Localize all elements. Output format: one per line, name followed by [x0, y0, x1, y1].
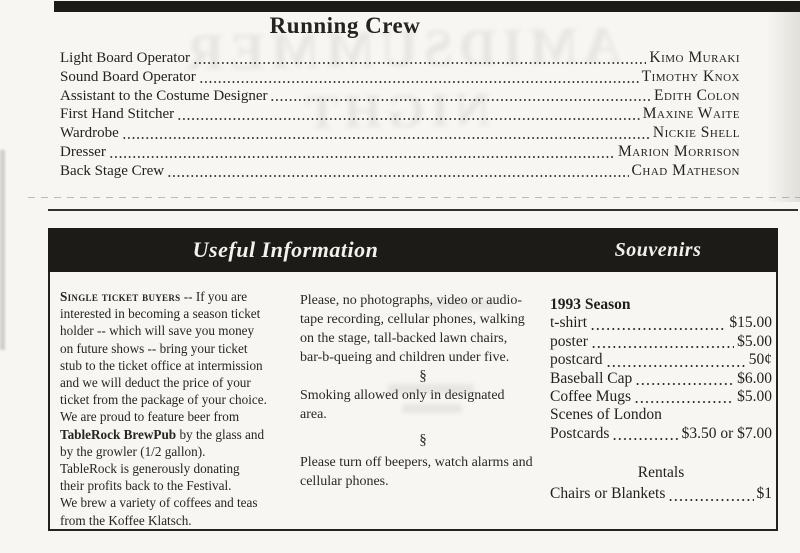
- season-header: 1993 Season: [550, 296, 631, 313]
- dot-leader: [612, 438, 678, 440]
- rental-item: [550, 485, 772, 503]
- ticket-info-line: ticket from the package of your choice.: [60, 392, 267, 408]
- etiquette-line: bar-b-queing and children under five.: [300, 350, 510, 365]
- dot-leader: [606, 365, 746, 367]
- credit-row: [60, 68, 740, 87]
- souvenir-price: $15.00: [729, 314, 772, 332]
- ticket-info-line: their profits back to the Festival.: [60, 478, 232, 494]
- ticket-info-line: We brew a variety of coffees and teas: [60, 495, 258, 511]
- souvenir-label: Coffee Mugs: [550, 387, 632, 405]
- souvenirs-column: [550, 296, 772, 504]
- ticket-info-line: [60, 288, 300, 305]
- souvenir-label: postcard: [550, 351, 603, 369]
- souvenir-item: [550, 425, 772, 443]
- section-mark: §: [419, 368, 427, 384]
- souvenir-label: Postcards: [550, 424, 610, 442]
- divider: [48, 209, 798, 211]
- souvenir-price: $1: [756, 485, 772, 503]
- panel-title-souvenirs: Souvenirs: [614, 238, 702, 261]
- section-mark: §: [419, 432, 427, 448]
- ticket-info-line: by the growler (1/2 gallon).: [60, 443, 206, 459]
- page-title: Running Crew: [269, 13, 421, 38]
- souvenir-price: $5.00: [737, 332, 772, 350]
- etiquette-line: Please, no photographs, video or audio-: [300, 293, 523, 308]
- ticket-info-line: from the Koffee Klatsch.: [60, 512, 192, 528]
- credit-name: Edith Colon: [653, 86, 740, 104]
- credit-role: Back Stage Crew: [60, 162, 165, 179]
- etiquette-line: area.: [300, 407, 327, 422]
- ticket-info-text: by the glass and: [176, 426, 265, 442]
- credit-role: Light Board Operator: [60, 50, 190, 66]
- scan-edge-bar: [54, 1, 800, 12]
- ticket-info-line: stub to the ticket office at intermission: [60, 357, 263, 373]
- ticket-info-line: holder -- which will save you money: [60, 323, 255, 339]
- souvenir-item: [550, 388, 772, 406]
- single-ticket-buyers-lead: Single ticket buyers: [60, 289, 181, 304]
- credit-row: [60, 87, 740, 106]
- ticket-info-line: on future shows -- bring your ticket: [60, 340, 248, 356]
- credit-name: Chad Matheson: [631, 161, 740, 179]
- rentals-header: Rentals: [637, 464, 685, 482]
- etiquette-line: Please turn off beepers, watch alarms and: [300, 455, 533, 470]
- dot-leader: [122, 137, 650, 139]
- ticket-info-line: interested in becoming a season ticket: [60, 306, 261, 322]
- credit-role: Wardrobe: [60, 125, 119, 142]
- souvenir-label: Baseball Cap: [550, 369, 633, 387]
- divider-faint: [28, 197, 800, 198]
- credit-row: [60, 124, 740, 143]
- dot-leader: [668, 499, 753, 501]
- panel-title-useful-information: Useful Information: [192, 237, 379, 262]
- dot-leader: [167, 175, 628, 177]
- dot-leader: [109, 156, 615, 158]
- credit-name: Timothy Knox: [641, 67, 740, 85]
- credit-name: Kimo Muraki: [649, 49, 740, 66]
- credit-name: Marion Morrison: [617, 142, 740, 160]
- etiquette-line: on the stage, tall-backed lawn chairs,: [300, 331, 508, 346]
- souvenir-item: [550, 370, 772, 388]
- credit-name: Nickie Shell: [652, 124, 740, 142]
- dot-leader: [591, 346, 734, 348]
- scenes-of-london-label: Scenes of London: [550, 406, 662, 424]
- dot-leader: [590, 328, 726, 330]
- souvenir-price: $6.00: [737, 369, 772, 387]
- ticket-info-column: [60, 288, 300, 529]
- ticket-info-line: [60, 426, 300, 443]
- souvenir-price: $3.50 or $7.00: [681, 424, 772, 442]
- ticket-info-text: -- If you are: [180, 289, 248, 304]
- credit-role: Assistant to the Costume Designer: [60, 87, 268, 104]
- souvenir-price: $5.00: [737, 387, 772, 405]
- credit-row: [60, 105, 740, 124]
- etiquette-line: Smoking allowed only in designated: [300, 388, 505, 403]
- credit-row: [60, 49, 740, 68]
- credit-name: Maxine Waite: [642, 105, 740, 123]
- dot-leader: [199, 81, 639, 83]
- ticket-info-line: TableRock is generously donating: [60, 461, 240, 477]
- panel-header-bar: [48, 228, 778, 272]
- souvenir-item: [550, 351, 772, 369]
- credit-row: [60, 143, 740, 162]
- dot-leader: [193, 62, 646, 64]
- souvenir-label: Chairs or Blankets: [550, 485, 666, 503]
- ticket-info-line: We are proud to feature beer from: [60, 409, 240, 425]
- scan-smudge: [0, 150, 5, 350]
- credit-row: [60, 162, 740, 181]
- souvenir-item: [550, 333, 772, 351]
- souvenir-item: [550, 314, 772, 332]
- dot-leader: [635, 383, 734, 385]
- credit-role: First Hand Stitcher: [60, 106, 175, 123]
- etiquette-line: tape recording, cellular phones, walking: [300, 312, 525, 327]
- tablerock-brewpub-brand: TableRock BrewPub: [60, 426, 177, 442]
- credit-role: Sound Board Operator: [60, 68, 196, 85]
- etiquette-column: [300, 291, 546, 491]
- credits-list: [60, 49, 740, 181]
- souvenir-label: t-shirt: [550, 314, 588, 332]
- souvenir-label: poster: [550, 332, 588, 350]
- dot-leader: [634, 401, 734, 403]
- scan-shadow: [766, 12, 800, 202]
- souvenir-price: 50¢: [748, 351, 772, 369]
- dot-leader: [177, 118, 640, 120]
- etiquette-line: cellular phones.: [300, 474, 389, 489]
- ticket-info-line: and we will deduct the price of your: [60, 375, 251, 391]
- credit-role: Dresser: [60, 143, 106, 160]
- dot-leader: [270, 99, 651, 101]
